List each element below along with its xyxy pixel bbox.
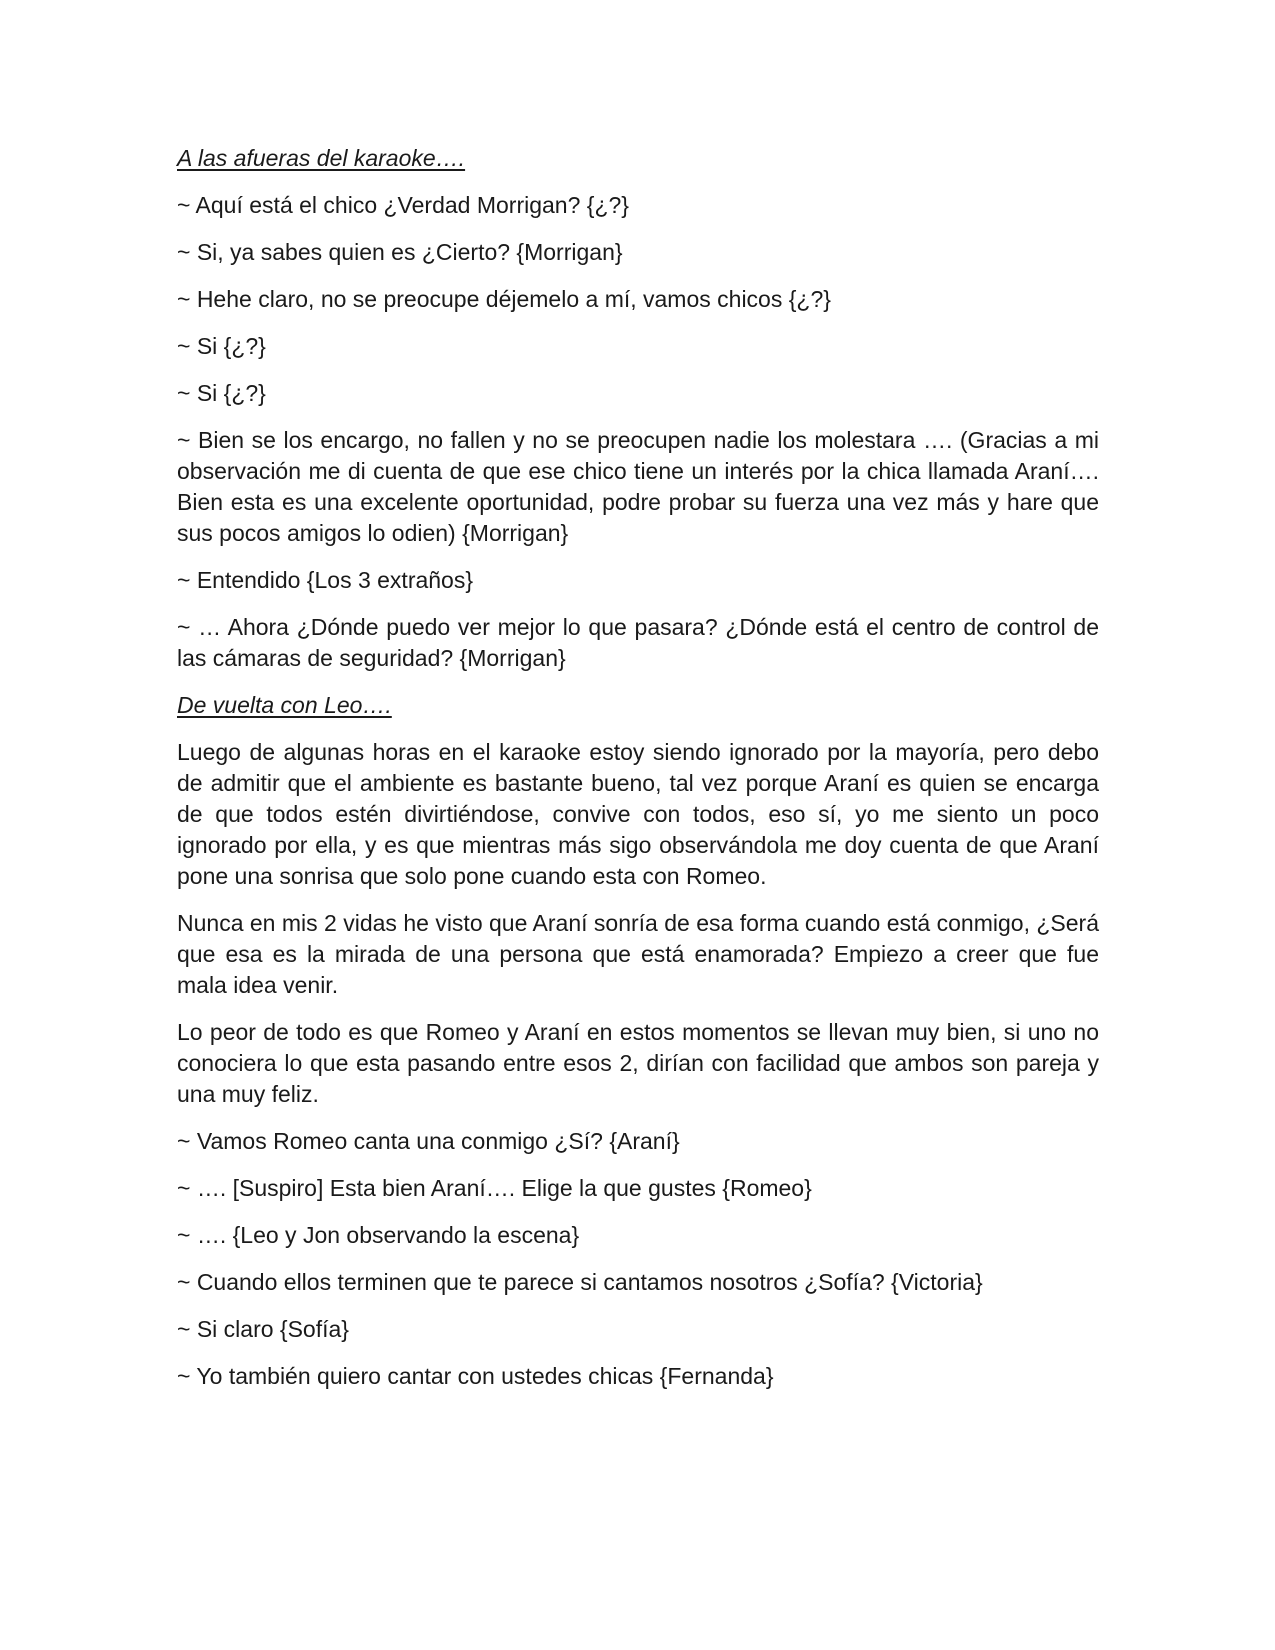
dialogue-line: ~ Yo también quiero cantar con ustedes chicas {Fernanda} <box>177 1363 774 1389</box>
dialogue-line: ~ Si {¿?} <box>177 333 266 359</box>
dialogue-line: ~ Cuando ellos terminen que te parece si cantamos nosotros ¿Sofía? {Victoria} <box>177 1269 983 1295</box>
dialogue-line: ~ Si, ya sabes quien es ¿Cierto? {Morrigan} <box>177 239 623 265</box>
document-page <box>177 143 1099 1408</box>
narrative-paragraph: Nunca en mis 2 vidas he visto que Araní sonría de esa forma cuando está conmigo, ¿Será que esa es la mirada de una persona que está enamorada? Empiezo a creer que fue mala idea venir. <box>177 910 1099 998</box>
dialogue-line: ~ Aquí está el chico ¿Verdad Morrigan? {¿?} <box>177 192 629 218</box>
dialogue-line: ~ …. [Suspiro] Esta bien Araní…. Elige la que gustes {Romeo} <box>177 1175 812 1201</box>
dialogue-paragraph: ~ Bien se los encargo, no fallen y no se preocupen nadie los molestara …. (Gracias a mi observación me di cuenta de que ese chico tiene un interés por la chica llamada Araní…. Bien esta es una excelente oportunidad, podre probar su fuerza una vez más y hare que sus pocos amigos lo odien) {Morrigan} <box>177 427 1099 546</box>
section-heading: A las afueras del karaoke…. <box>177 145 466 171</box>
dialogue-line: ~ …. {Leo y Jon observando la escena} <box>177 1222 580 1248</box>
section-heading: De vuelta con Leo…. <box>177 692 392 718</box>
dialogue-line: ~ Hehe claro, no se preocupe déjemelo a mí, vamos chicos {¿?} <box>177 286 831 312</box>
dialogue-paragraph: ~ … Ahora ¿Dónde puedo ver mejor lo que pasara? ¿Dónde está el centro de control de las cámaras de seguridad? {Morrigan} <box>177 614 1099 671</box>
narrative-paragraph: Lo peor de todo es que Romeo y Araní en estos momentos se llevan muy bien, si uno no conociera lo que esta pasando entre esos 2, dirían con facilidad que ambos son pareja y una muy feliz. <box>177 1019 1099 1107</box>
dialogue-line: ~ Entendido {Los 3 extraños} <box>177 567 474 593</box>
dialogue-line: ~ Si {¿?} <box>177 380 266 406</box>
dialogue-line: ~ Si claro {Sofía} <box>177 1316 349 1342</box>
narrative-paragraph: Luego de algunas horas en el karaoke estoy siendo ignorado por la mayoría, pero debo de admitir que el ambiente es bastante bueno, tal vez porque Araní es quien se encarga de que todos estén divirtiéndose, convive con todos, eso sí, yo me siento un poco ignorado por ella, y es que mientras más sigo observándola me doy cuenta de que Araní pone una sonrisa que solo pone cuando esta con Romeo. <box>177 739 1099 889</box>
dialogue-line: ~ Vamos Romeo canta una conmigo ¿Sí? {Araní} <box>177 1128 680 1154</box>
